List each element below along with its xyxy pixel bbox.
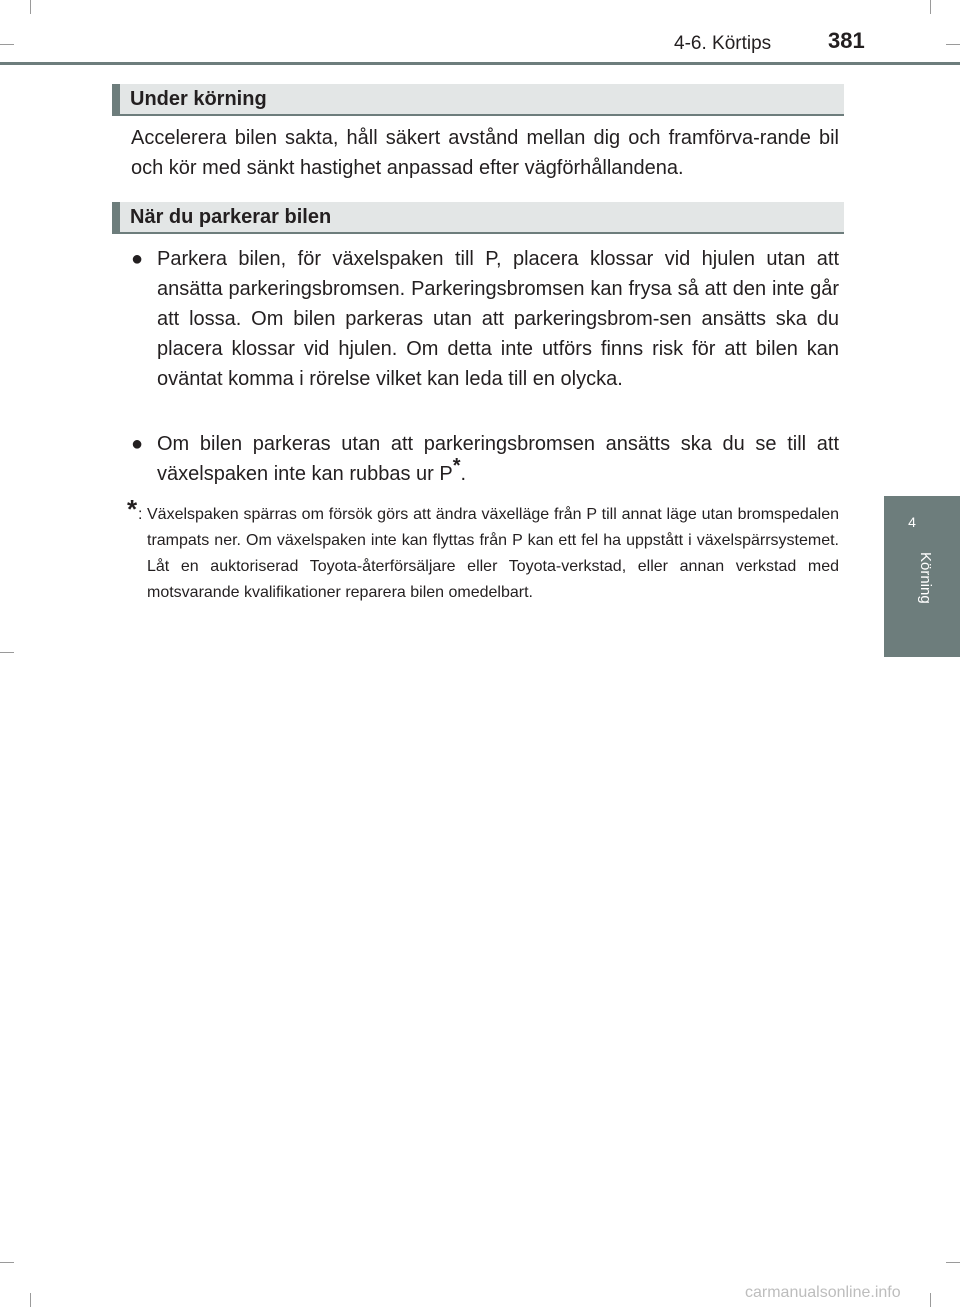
bullet-dot-icon: ● [131, 433, 144, 455]
chapter-tab [884, 496, 960, 657]
bullet-item [131, 244, 839, 394]
heading-accent-bar [112, 84, 120, 114]
footnote-marker: * [127, 494, 138, 524]
chapter-name: Körning [917, 552, 934, 604]
section-heading-title: När du parkerar bilen [130, 206, 332, 228]
footnote [127, 494, 839, 606]
watermark: carmanualsonline.info [745, 1284, 901, 1301]
section-heading-title: Under körning [130, 88, 267, 110]
header-rule [0, 62, 960, 65]
crop-mark [930, 1293, 931, 1307]
crop-mark [30, 1293, 31, 1307]
crop-mark [0, 652, 14, 653]
section-heading-driving [112, 84, 844, 116]
bullet-item [131, 429, 839, 489]
chapter-number: 4 [908, 514, 916, 530]
bullet-end-period: . [460, 463, 467, 485]
crop-mark [930, 0, 931, 14]
running-section-title: 4-6. Körtips [674, 33, 772, 54]
crop-mark [30, 0, 31, 14]
crop-mark [946, 1262, 960, 1263]
footnote-reference: * [452, 455, 461, 477]
crop-mark [946, 44, 960, 45]
footnote-colon: : [138, 506, 143, 523]
driving-paragraph: Accelerera bilen sakta, håll säkert avstånd mellan dig och framförva-rande bil och kör med sänkt hastighet anpassad efter vägförhållandena. [131, 127, 839, 179]
crop-mark [0, 1262, 14, 1263]
crop-mark [0, 44, 14, 45]
page-number: 381 [828, 28, 865, 53]
footnote-text: Växelspaken spärras om försök görs att ändra växelläge från P till annat läge utan bromspedalen trampats ner. Om växelspaken inte kan flyttas från P kan ett fel ha uppstått i växelspärrsystemet. Låt en auktoriserad Toyota-återförsäljare eller Toyota-verkstad, eller annan verkstad med motsvarande kvalifikationer reparera bilen omedelbart. [147, 506, 839, 601]
bullet-text: Parkera bilen, för växelspaken till P, placera klossar vid hjulen utan att ansätta parkeringsbromsen. Parkeringsbromsen kan frysa så att den inte går att lossa. Om bilen parkeras utan att parkeringsbrom-sen ansätts ska du placera klossar vid hjulen. Om detta inte utförs finns risk för att bilen kan oväntat komma i rörelse vilket kan leda till en olycka. [157, 248, 839, 390]
section-heading-parking [112, 202, 844, 234]
heading-accent-bar [112, 202, 120, 232]
bullet-text: Om bilen parkeras utan att parkeringsbromsen ansätts ska du se till att växelspaken inte kan rubbas ur P [157, 433, 839, 485]
bullet-dot-icon: ● [131, 248, 144, 270]
